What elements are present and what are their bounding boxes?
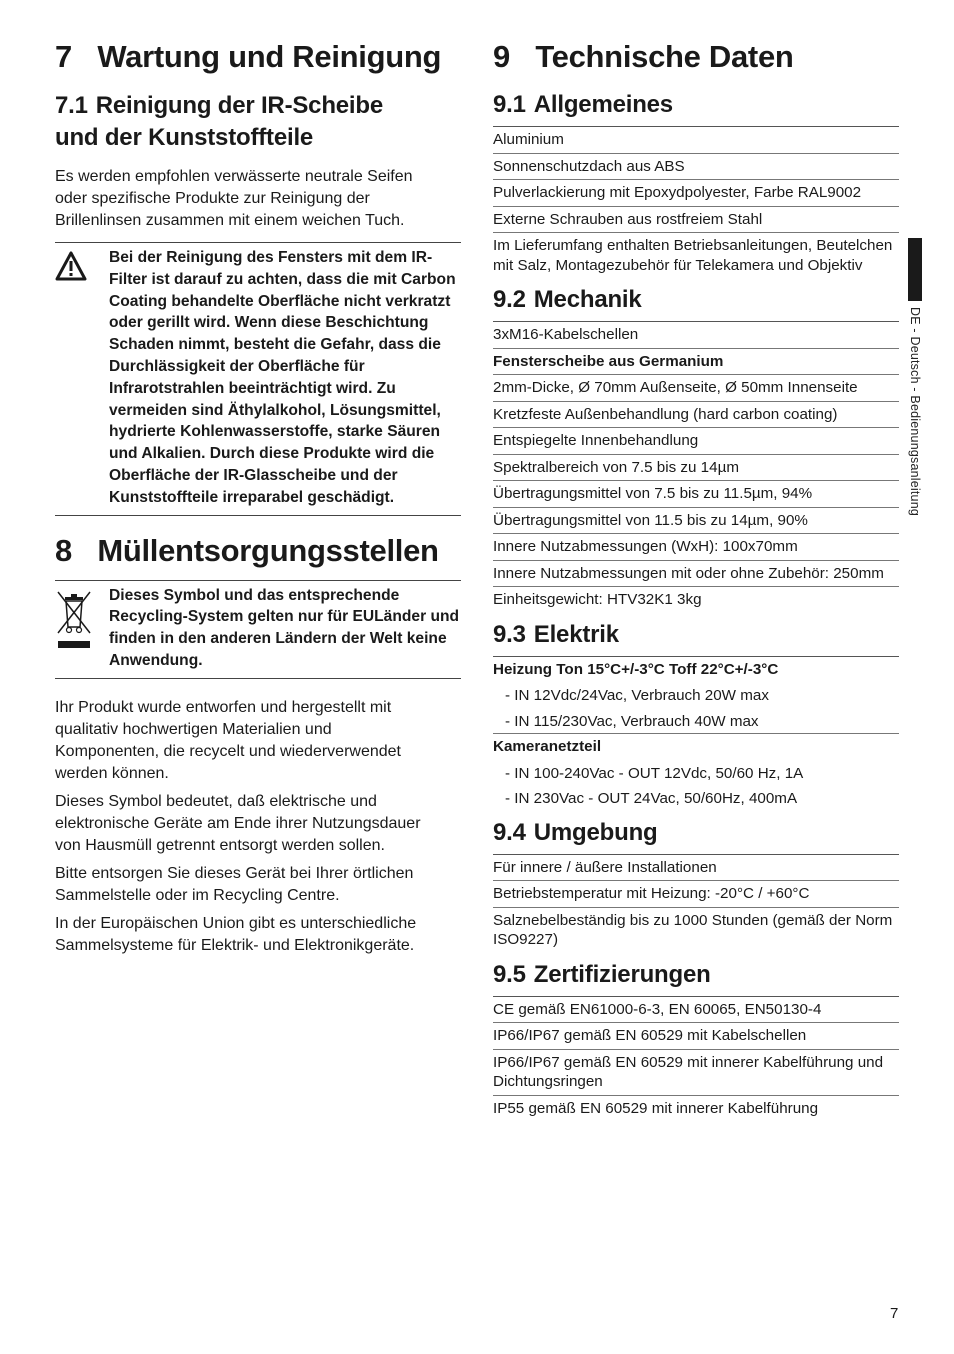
table-row: Im Lieferumfang enthalten Betriebsanleitungen, Beutelchen mit Salz, Montagezubehör für Telekamera und Objektiv	[493, 237, 893, 274]
section-7-1-heading	[55, 90, 461, 154]
section-title: Technische Daten	[535, 39, 794, 74]
section-9-5-heading	[493, 959, 899, 991]
table-row: Innere Nutzabmessungen mit oder ohne Zubehör: 250mm	[493, 561, 899, 588]
language-tab-marker	[908, 238, 922, 301]
section-8-heading	[55, 530, 461, 572]
cleaning-text: Es werden empfohlen verwässerte neutrale Seifen oder spezifische Produkte zur Reinigung der Brillenlinsen zusammen mit einem weichen Tuch.	[55, 168, 413, 229]
table-row: Einheitsgewicht: HTV32K1 3kg	[493, 591, 702, 608]
table-row: Innere Nutzabmessungen (WxH): 100x70mm	[493, 534, 899, 561]
table-row: Heizung Ton 15°C+/-3°C Toff 22°C+/-3°C	[493, 660, 779, 678]
table-row: 3xM16-Kabelschellen	[493, 322, 899, 349]
disposal-paragraph-3: Bitte entsorgen Sie dieses Gerät bei Ihrer örtlichen Sammelstelle oder im Recycling Centre.	[55, 864, 414, 904]
section-number: 8	[55, 532, 72, 568]
warning-triangle-icon	[55, 247, 99, 509]
table-row: Spektralbereich von 7.5 bis zu 14µm	[493, 455, 899, 482]
table-row: Für innere / äußere Installationen	[493, 855, 899, 882]
section-number: 7	[55, 39, 72, 74]
table-row: IP55 gemäß EN 60529 mit innerer Kabelführung	[493, 1099, 819, 1117]
section-number: 9.3	[493, 620, 526, 648]
table-row: Übertragungsmittel von 11.5 bis zu 14µm, 90%	[493, 508, 899, 535]
list-item: - IN 230Vac - OUT 24Vac, 50/60Hz, 400mA	[505, 790, 798, 807]
table-row: Kameranetzteil	[493, 738, 602, 755]
section-9-1-heading	[493, 89, 899, 121]
page-number: 7	[890, 1305, 899, 1322]
table-row: IP66/IP67 gemäß EN 60529 mit Kabelschellen	[493, 1023, 899, 1050]
table-row: Externe Schrauben aus rostfreiem Stahl	[493, 207, 899, 234]
section-title: Müllentsorgungsstellen	[97, 532, 439, 568]
section-9-2-heading	[493, 284, 899, 316]
weee-notice-box	[55, 580, 461, 679]
table-row: CE gemäß EN61000-6-3, EN 60065, EN50130-4	[493, 997, 899, 1024]
section-title: Umgebung	[533, 818, 658, 846]
section-9-heading	[493, 36, 899, 78]
table-row: Sonnenschutzdach aus ABS	[493, 154, 899, 181]
certifications-spec-table	[493, 996, 899, 1122]
disposal-paragraph-4: In der Europäischen Union gibt es unterschiedliche Sammelsysteme für Elektrik- und Elektronikgeräte.	[55, 914, 417, 954]
side-label: DE - Deutsch - Bedienungsanleitung	[908, 307, 922, 517]
section-number: 9.5	[493, 960, 526, 988]
section-title-line2: und der Kunststoffteile	[55, 124, 314, 151]
left-column	[55, 36, 461, 957]
table-row: Übertragungsmittel von 7.5 bis zu 11.5µm, 94%	[493, 481, 899, 508]
disposal-paragraph-1: Ihr Produkt wurde entworfen und hergestellt mit qualitativ hochwertigen Materialien und Komponenten, die recycelt und wiederverwendet werden können.	[55, 698, 401, 782]
section-title: Allgemeines	[533, 91, 673, 118]
table-row: Betriebstemperatur mit Heizung: -20°C / +60°C	[493, 881, 899, 908]
section-title: Elektrik	[533, 620, 619, 648]
general-spec-table	[493, 126, 899, 278]
mechanics-spec-table	[493, 321, 899, 613]
warning-text: Bei der Reinigung des Fensters mit dem IR-Filter ist darauf zu achten, dass die mit Carbon Coating behandelte Oberfläche nicht verkratzt oder gerillt wird. Wenn diese Beschichtung Schaden nimmt, besteht die Gefahr, dass die Durchlässigkeit der Oberfläche für Infrarotstrahlen beeinträchtigt wird. Zu vermeiden sind Äthylalkohol, Lösungsmittel, hydrierte Kohlenwasserstoffe, starke Säuren und Alkalien. Durch diese Produkte wird die Oberfläche der IR-Glasscheibe und der Kunststoffteile irreparabel geschädigt.	[109, 249, 456, 506]
section-title-line1: Reinigung der IR-Scheibe	[95, 92, 383, 119]
table-row: Aluminium	[493, 127, 899, 154]
section-title: Mechanik	[533, 286, 642, 313]
disposal-paragraph-2: Dieses Symbol bedeutet, daß elektrische und elektronische Geräte am Ende ihrer Nutzungsdauer von Hausmüll getrennt entsorgt werden sollen.	[55, 792, 421, 854]
right-column	[493, 36, 899, 1121]
table-row: 2mm-Dicke, Ø 70mm Außenseite, Ø 50mm Innenseite	[493, 375, 899, 402]
environment-spec-table	[493, 854, 899, 953]
list-item: - IN 100-240Vac - OUT 12Vdc, 50/60 Hz, 1A	[505, 764, 804, 782]
section-number: 9.1	[493, 91, 526, 118]
warning-box	[55, 242, 461, 516]
section-number: 9.2	[493, 286, 526, 313]
weee-notice-text: Dieses Symbol und das entsprechende Recycling-System gelten nur für EULänder und finden in den anderen Ländern der Welt keine Anwendung.	[109, 586, 460, 669]
table-row: Entspiegelte Innenbehandlung	[493, 428, 899, 455]
electrical-spec-table	[493, 656, 899, 811]
table-row: Fensterscheibe aus Germanium	[493, 349, 899, 376]
section-number: 9	[493, 39, 510, 74]
table-row: Pulverlackierung mit Epoxydpolyester, Farbe RAL9002	[493, 180, 899, 207]
section-title: Zertifizierungen	[533, 960, 711, 988]
table-row: Kretzfeste Außenbehandlung (hard carbon coating)	[493, 402, 899, 429]
table-row: Salznebelbeständig bis zu 1000 Stunden (gemäß der Norm ISO9227)	[493, 911, 893, 948]
section-number: 7.1	[55, 92, 88, 119]
section-9-4-heading	[493, 817, 899, 849]
section-7-heading	[55, 36, 461, 78]
list-item: - IN 115/230Vac, Verbrauch 40W max	[493, 708, 899, 735]
section-title: Wartung und Reinigung	[97, 39, 442, 74]
list-item: - IN 12Vdc/24Vac, Verbrauch 20W max	[505, 687, 769, 704]
crossed-bin-icon	[55, 585, 99, 672]
table-row: IP66/IP67 gemäß EN 60529 mit innerer Kabelführung und Dichtungsringen	[493, 1050, 899, 1096]
section-9-3-heading	[493, 619, 899, 651]
section-number: 9.4	[493, 818, 526, 846]
